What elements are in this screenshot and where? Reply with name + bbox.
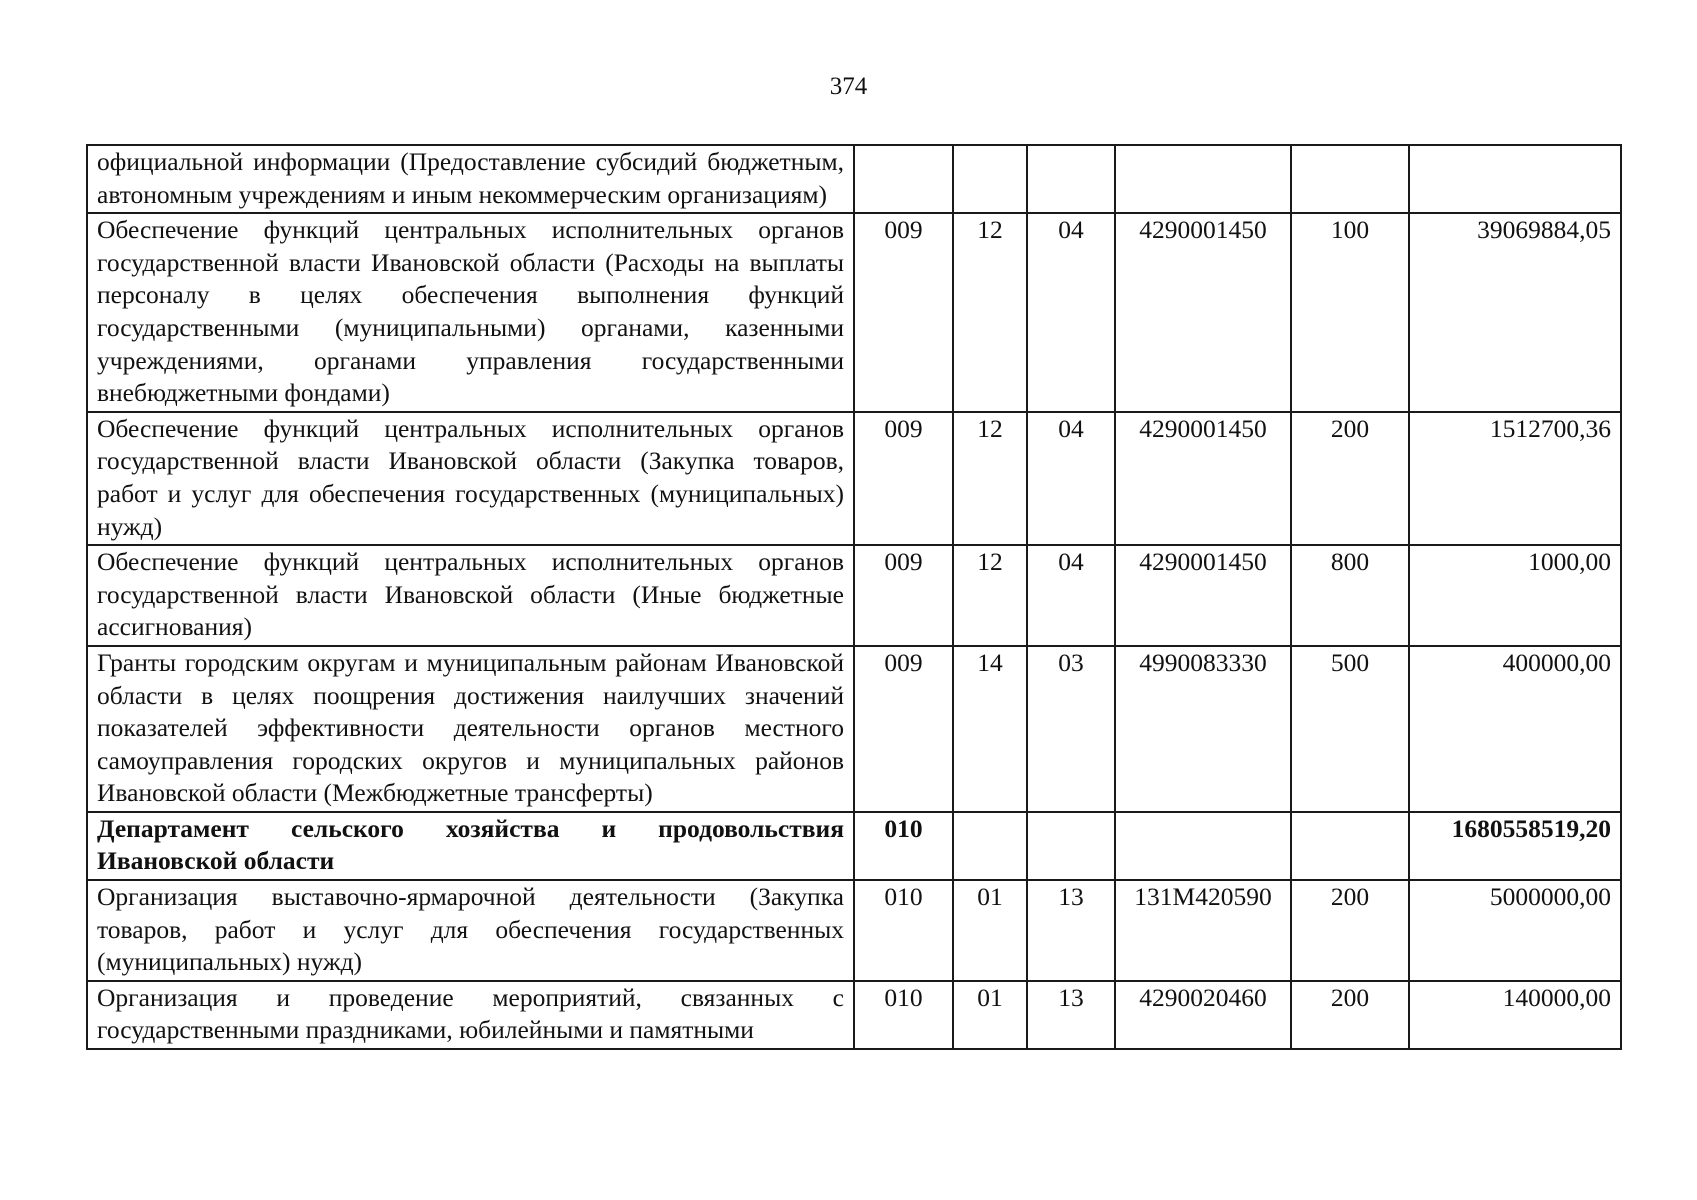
amount-cell: 1512700,36 — [1409, 412, 1621, 545]
subsection-code-cell: 13 — [1027, 880, 1115, 981]
expense-name-cell: Организация и проведение мероприятий, связанных с государственными праздниками, юбилейными и памятными — [87, 981, 854, 1049]
section-code-cell: 14 — [953, 646, 1027, 812]
table-row — [87, 812, 1621, 880]
expense-name-cell: Обеспечение функций центральных исполнительных органов государственной власти Ивановской области (Расходы на выплаты персоналу в целях обеспечения выполнения функций государственными (муниципальными) органами, казенными учреждениями, органами управления государственными внебюджетными фондами) — [87, 213, 854, 412]
budget-table-body — [87, 145, 1621, 1049]
section-code-cell: 01 — [953, 981, 1027, 1049]
expense-name-cell: Организация выставочно-ярмарочной деятельности (Закупка товаров, работ и услуг для обеспечения государственных (муниципальных) нужд) — [87, 880, 854, 981]
target-item-code-cell: 131М420590 — [1115, 880, 1291, 981]
section-code-cell — [953, 812, 1027, 880]
expense-name-cell: Обеспечение функций центральных исполнительных органов государственной власти Ивановской области (Закупка товаров, работ и услуг для обеспечения государственных (муниципальных) нужд) — [87, 412, 854, 545]
target-item-code-cell — [1115, 812, 1291, 880]
section-code-cell: 12 — [953, 213, 1027, 412]
subsection-code-cell: 04 — [1027, 213, 1115, 412]
expense-type-code-cell: 200 — [1291, 981, 1409, 1049]
target-item-code-cell: 4290001450 — [1115, 412, 1291, 545]
section-code-cell: 12 — [953, 412, 1027, 545]
target-item-code-cell: 4290020460 — [1115, 981, 1291, 1049]
administrator-code-cell: 009 — [854, 646, 953, 812]
expense-name-cell: Гранты городским округам и муниципальным районам Ивановской области в целях поощрения достижения наилучших значений показателей эффективности деятельности органов местного самоуправления городских округов и муниципальных районов Ивановской области (Межбюджетные трансферты) — [87, 646, 854, 812]
expense-type-code-cell — [1291, 145, 1409, 213]
subsection-code-cell: 04 — [1027, 412, 1115, 545]
target-item-code-cell: 4290001450 — [1115, 545, 1291, 646]
table-row — [87, 145, 1621, 213]
expense-type-code-cell: 100 — [1291, 213, 1409, 412]
table-row — [87, 213, 1621, 412]
subsection-code-cell: 13 — [1027, 981, 1115, 1049]
administrator-code-cell: 009 — [854, 412, 953, 545]
subsection-code-cell — [1027, 812, 1115, 880]
expense-type-code-cell: 500 — [1291, 646, 1409, 812]
table-row — [87, 646, 1621, 812]
expense-type-code-cell: 200 — [1291, 412, 1409, 545]
target-item-code-cell: 4990083330 — [1115, 646, 1291, 812]
table-row — [87, 545, 1621, 646]
target-item-code-cell: 4290001450 — [1115, 213, 1291, 412]
administrator-code-cell: 010 — [854, 812, 953, 880]
table-row — [87, 412, 1621, 545]
expense-type-code-cell: 800 — [1291, 545, 1409, 646]
section-code-cell: 01 — [953, 880, 1027, 981]
administrator-code-cell: 009 — [854, 545, 953, 646]
expense-name-cell: Обеспечение функций центральных исполнительных органов государственной власти Ивановской области (Иные бюджетные ассигнования) — [87, 545, 854, 646]
administrator-code-cell — [854, 145, 953, 213]
subsection-code-cell: 03 — [1027, 646, 1115, 812]
amount-cell: 1000,00 — [1409, 545, 1621, 646]
table-row — [87, 981, 1621, 1049]
page-number: 374 — [829, 73, 868, 100]
target-item-code-cell — [1115, 145, 1291, 213]
administrator-code-cell: 010 — [854, 880, 953, 981]
amount-cell: 1680558519,20 — [1409, 812, 1621, 880]
budget-table — [86, 144, 1622, 1050]
amount-cell — [1409, 145, 1621, 213]
expense-name-cell: Департамент сельского хозяйства и продовольствия Ивановской области — [87, 812, 854, 880]
subsection-code-cell — [1027, 145, 1115, 213]
expense-type-code-cell: 200 — [1291, 880, 1409, 981]
section-code-cell — [953, 145, 1027, 213]
amount-cell: 39069884,05 — [1409, 213, 1621, 412]
administrator-code-cell: 009 — [854, 213, 953, 412]
expense-type-code-cell — [1291, 812, 1409, 880]
section-code-cell: 12 — [953, 545, 1027, 646]
amount-cell: 5000000,00 — [1409, 880, 1621, 981]
administrator-code-cell: 010 — [854, 981, 953, 1049]
expense-name-cell: официальной информации (Предоставление субсидий бюджетным, автономным учреждениям и иным некоммерческим организациям) — [87, 145, 854, 213]
table-row — [87, 880, 1621, 981]
amount-cell: 140000,00 — [1409, 981, 1621, 1049]
subsection-code-cell: 04 — [1027, 545, 1115, 646]
amount-cell: 400000,00 — [1409, 646, 1621, 812]
